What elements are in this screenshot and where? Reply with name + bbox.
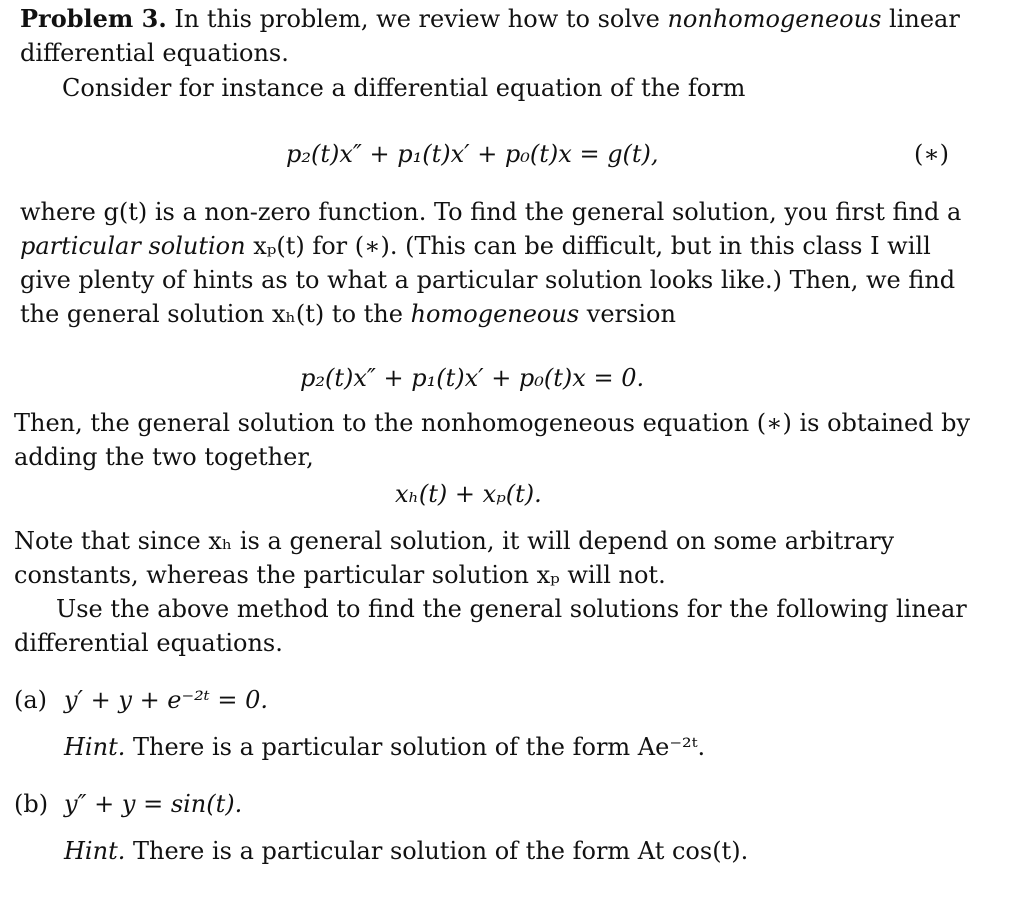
where-line-3: give plenty of hints as to what a particular solution looks like.) Then, we find	[20, 266, 956, 294]
part-b-equation: y″ + y = sin(t).	[64, 790, 243, 818]
problem-intro-line-2: differential equations.	[20, 39, 289, 67]
then-line-1: Then, the general solution to the nonhomogeneous equation (∗) is obtained by	[14, 409, 971, 437]
homogeneous-emphasis: homogeneous	[410, 300, 580, 328]
where-line-4-b: version	[586, 300, 676, 328]
use-line-2: differential equations.	[14, 629, 283, 657]
where-line-4	[20, 299, 676, 329]
intro-text-b: linear	[889, 5, 960, 33]
problem-intro-line-1	[20, 4, 960, 34]
equation-star: p₂(t)x″ + p₁(t)x′ + p₀(t)x = g(t),	[286, 140, 659, 168]
then-line-2: adding the two together,	[14, 443, 314, 471]
note-line-2: constants, whereas the particular solution xₚ will not.	[14, 561, 666, 589]
part-b-label: (b)	[14, 790, 49, 818]
note-line-1: Note that since xₕ is a general solution, it will depend on some arbitrary	[14, 527, 895, 555]
part-a-hint-label: Hint.	[64, 733, 126, 761]
part-a-equation: y′ + y + e⁻²ᵗ = 0.	[64, 686, 268, 714]
part-a-label: (a)	[14, 686, 48, 714]
where-line-1: where g(t) is a non-zero function. To find the general solution, you first find a	[20, 198, 962, 226]
consider-line: Consider for instance a differential equation of the form	[62, 74, 746, 102]
use-line-1: Use the above method to find the general solutions for the following linear	[56, 595, 967, 623]
intro-text-a: In this problem, we review how to solve	[174, 5, 660, 33]
equation-star-tag: (∗)	[914, 140, 950, 168]
part-b-hint-label: Hint.	[64, 837, 126, 865]
part-a-hint-text: There is a particular solution of the form Ae⁻²ᵗ.	[132, 733, 706, 761]
equation-sum: xₕ(t) + xₚ(t).	[395, 480, 542, 508]
part-b-hint	[64, 836, 748, 866]
part-b-hint-text: There is a particular solution of the form At cos(t).	[132, 837, 749, 865]
part-a-hint	[64, 732, 705, 762]
where-line-2	[20, 231, 931, 261]
intro-emphasis: nonhomogeneous	[667, 5, 882, 33]
where-line-4-a: the general solution xₕ(t) to the	[20, 300, 403, 328]
problem-heading: Problem 3.	[20, 4, 167, 33]
equation-homogeneous: p₂(t)x″ + p₁(t)x′ + p₀(t)x = 0.	[300, 364, 645, 392]
where-line-2-rest: xₚ(t) for (∗). (This can be difficult, but in this class I will	[253, 232, 931, 260]
particular-solution-emphasis: particular solution	[20, 232, 246, 260]
